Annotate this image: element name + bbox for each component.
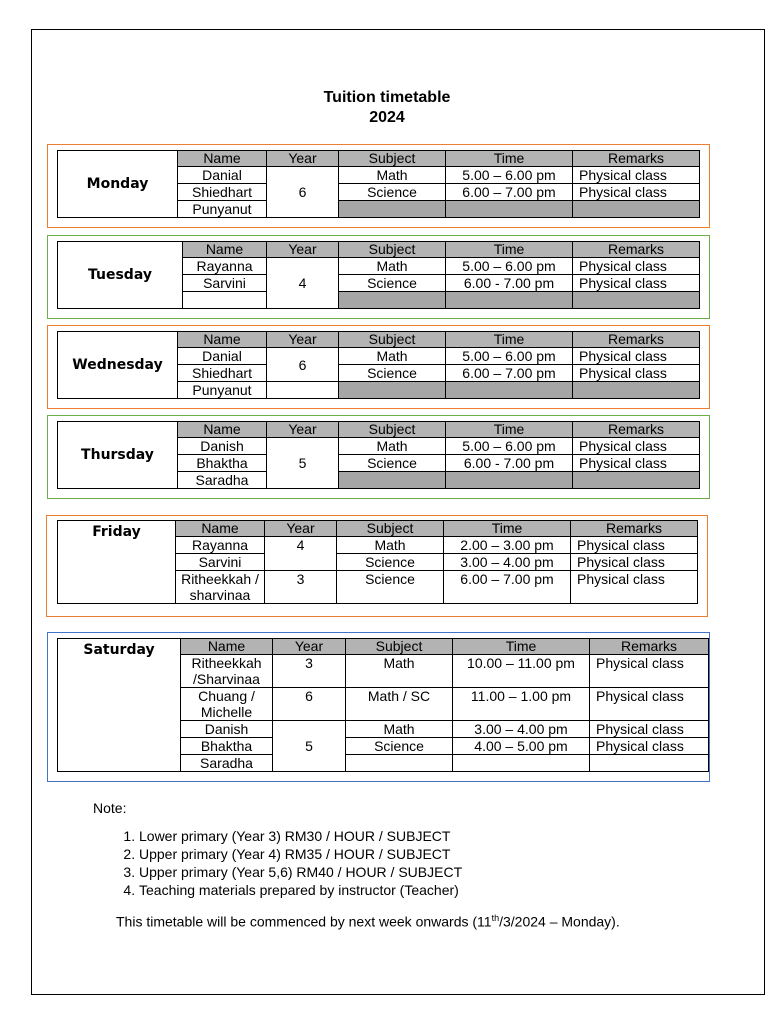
- subject-cell: Science: [337, 571, 444, 604]
- year-cell: 5: [273, 721, 346, 772]
- year-cell: 5: [267, 438, 339, 489]
- year-cell: 3: [265, 571, 337, 604]
- time-cell: 6.00 - 7.00 pm: [446, 275, 573, 292]
- header-time: Time: [453, 639, 590, 655]
- student-name: Ritheekkah / sharvinaa: [176, 571, 265, 604]
- header-subject: Subject: [339, 332, 446, 348]
- day-label-friday: Friday: [58, 521, 176, 604]
- header-name: Name: [178, 422, 267, 438]
- remarks-cell: Physical class: [573, 258, 700, 275]
- remarks-cell: Physical class: [590, 738, 709, 755]
- subject-cell: Math: [339, 438, 446, 455]
- table-header-row: [58, 332, 700, 348]
- student-name: Sarvini: [176, 554, 265, 571]
- monday-table: [57, 150, 700, 218]
- day-label-saturday: Saturday: [58, 639, 181, 772]
- year-cell: 6: [267, 167, 339, 218]
- subject-cell: Math: [339, 167, 446, 184]
- remarks-cell: Physical class: [590, 655, 709, 688]
- header-year: Year: [267, 242, 339, 258]
- student-name: Danial: [178, 348, 267, 365]
- note-label: Note:: [93, 800, 127, 816]
- empty-cell: [339, 292, 446, 309]
- note-item: 2. Upper primary (Year 4) RM35 / HOUR / SUBJECT: [139, 845, 462, 863]
- student-name: Punyanut: [178, 382, 267, 399]
- header-time: Time: [446, 422, 573, 438]
- empty-cell: [339, 472, 446, 489]
- empty-cell: [446, 472, 573, 489]
- day-label-thursday: Thursday: [58, 422, 178, 489]
- student-name: Rayanna: [176, 537, 265, 554]
- commence-text-end: /3/2024 – Monday).: [499, 913, 620, 930]
- header-year: Year: [267, 332, 339, 348]
- table-header-row: [58, 639, 709, 655]
- subject-cell: Science: [339, 184, 446, 201]
- student-name: Ritheekkah /Sharvinaa: [181, 655, 273, 688]
- header-remarks: Remarks: [573, 332, 700, 348]
- subject-cell: Science: [339, 275, 446, 292]
- header-subject: Subject: [339, 242, 446, 258]
- empty-cell: [339, 201, 446, 218]
- time-cell: 10.00 – 11.00 pm: [453, 655, 590, 688]
- student-name: Danish: [178, 438, 267, 455]
- header-remarks: Remarks: [590, 639, 709, 655]
- student-name: Saradha: [178, 472, 267, 489]
- header-subject: Subject: [346, 639, 453, 655]
- page-title: [0, 88, 768, 128]
- subject-cell: Math: [337, 537, 444, 554]
- note-item: 3. Upper primary (Year 5,6) RM40 / HOUR / SUBJECT: [139, 863, 462, 881]
- student-name: [183, 292, 267, 309]
- student-name: Sarvini: [183, 275, 267, 292]
- time-cell: 6.00 – 7.00 pm: [446, 184, 573, 201]
- header-name: Name: [181, 639, 273, 655]
- friday-table: [57, 520, 698, 604]
- note-list: [116, 827, 462, 899]
- remarks-cell: Physical class: [571, 554, 698, 571]
- header-name: Name: [178, 332, 267, 348]
- student-name: Shiedhart: [178, 184, 267, 201]
- subject-cell: Science: [339, 455, 446, 472]
- year-cell: 6: [273, 688, 346, 721]
- commence-note: [116, 910, 620, 931]
- time-cell: 3.00 – 4.00 pm: [444, 554, 571, 571]
- note-item: 1. Lower primary (Year 3) RM30 / HOUR / SUBJECT: [139, 827, 462, 845]
- table-header-row: [58, 151, 700, 167]
- empty-cell: [573, 292, 700, 309]
- header-time: Time: [446, 242, 573, 258]
- student-name: Saradha: [181, 755, 273, 772]
- time-cell: 6.00 – 7.00 pm: [444, 571, 571, 604]
- header-subject: Subject: [339, 422, 446, 438]
- header-subject: Subject: [339, 151, 446, 167]
- day-label-monday: Monday: [58, 151, 178, 218]
- header-time: Time: [446, 151, 573, 167]
- note-item: 4. Teaching materials prepared by instructor (Teacher): [139, 881, 462, 899]
- subject-cell: Math: [339, 258, 446, 275]
- remarks-cell: Physical class: [571, 571, 698, 604]
- empty-cell: [339, 382, 446, 399]
- empty-cell: [573, 201, 700, 218]
- header-time: Time: [446, 332, 573, 348]
- time-cell: 3.00 – 4.00 pm: [453, 721, 590, 738]
- empty-cell: [573, 382, 700, 399]
- subject-cell: [346, 755, 453, 772]
- year-cell: 4: [265, 537, 337, 571]
- header-remarks: Remarks: [573, 242, 700, 258]
- student-name: Punyanut: [178, 201, 267, 218]
- year-cell: 6: [267, 348, 339, 382]
- header-name: Name: [176, 521, 265, 537]
- header-year: Year: [267, 422, 339, 438]
- remarks-cell: Physical class: [573, 365, 700, 382]
- empty-cell: [446, 292, 573, 309]
- student-name: Danial: [178, 167, 267, 184]
- time-cell: 2.00 – 3.00 pm: [444, 537, 571, 554]
- header-year: Year: [273, 639, 346, 655]
- header-remarks: Remarks: [571, 521, 698, 537]
- time-cell: [453, 755, 590, 772]
- day-label-tuesday: Tuesday: [58, 242, 183, 309]
- year-cell: 4: [267, 258, 339, 309]
- student-name: Chuang / Michelle: [181, 688, 273, 721]
- year-cell: 3: [273, 655, 346, 688]
- thursday-table: [57, 421, 700, 489]
- subject-cell: Math: [339, 348, 446, 365]
- remarks-cell: Physical class: [573, 184, 700, 201]
- header-time: Time: [444, 521, 571, 537]
- remarks-cell: Physical class: [590, 688, 709, 721]
- subject-cell: Math: [346, 655, 453, 688]
- remarks-cell: Physical class: [573, 275, 700, 292]
- subject-cell: Science: [339, 365, 446, 382]
- remarks-cell: Physical class: [571, 537, 698, 554]
- empty-cell: [573, 472, 700, 489]
- time-cell: 5.00 – 6.00 pm: [446, 438, 573, 455]
- table-header-row: [58, 422, 700, 438]
- day-label-wednesday: Wednesday: [58, 332, 178, 399]
- header-year: Year: [267, 151, 339, 167]
- time-cell: 5.00 – 6.00 pm: [446, 258, 573, 275]
- header-year: Year: [265, 521, 337, 537]
- commence-superscript: th: [491, 913, 500, 923]
- student-name: Bhaktha: [178, 455, 267, 472]
- remarks-cell: Physical class: [590, 721, 709, 738]
- time-cell: 6.00 – 7.00 pm: [446, 365, 573, 382]
- student-name: Danish: [181, 721, 273, 738]
- time-cell: 6.00 - 7.00 pm: [446, 455, 573, 472]
- remarks-cell: Physical class: [573, 438, 700, 455]
- subject-cell: Science: [337, 554, 444, 571]
- saturday-table: [57, 638, 709, 772]
- empty-cell: [267, 382, 339, 399]
- header-subject: Subject: [337, 521, 444, 537]
- remarks-cell: Physical class: [573, 455, 700, 472]
- wednesday-table: [57, 331, 700, 399]
- time-cell: 5.00 – 6.00 pm: [446, 167, 573, 184]
- subject-cell: Math: [346, 721, 453, 738]
- time-cell: 11.00 – 1.00 pm: [453, 688, 590, 721]
- remarks-cell: [590, 755, 709, 772]
- title-line2: 2024: [369, 109, 405, 126]
- title-line1: Tuition timetable: [323, 89, 451, 106]
- student-name: Bhaktha: [181, 738, 273, 755]
- time-cell: 4.00 – 5.00 pm: [453, 738, 590, 755]
- header-remarks: Remarks: [573, 151, 700, 167]
- remarks-cell: Physical class: [573, 348, 700, 365]
- empty-cell: [446, 201, 573, 218]
- header-remarks: Remarks: [573, 422, 700, 438]
- header-name: Name: [178, 151, 267, 167]
- time-cell: 5.00 – 6.00 pm: [446, 348, 573, 365]
- student-name: Shiedhart: [178, 365, 267, 382]
- commence-text-start: This timetable will be commenced by next week onwards (11: [116, 913, 492, 930]
- table-header-row: [58, 521, 698, 537]
- table-header-row: [58, 242, 700, 258]
- subject-cell: Science: [346, 738, 453, 755]
- empty-cell: [446, 382, 573, 399]
- header-name: Name: [183, 242, 267, 258]
- tuesday-table: [57, 241, 700, 309]
- student-name: Rayanna: [183, 258, 267, 275]
- subject-cell: Math / SC: [346, 688, 453, 721]
- remarks-cell: Physical class: [573, 167, 700, 184]
